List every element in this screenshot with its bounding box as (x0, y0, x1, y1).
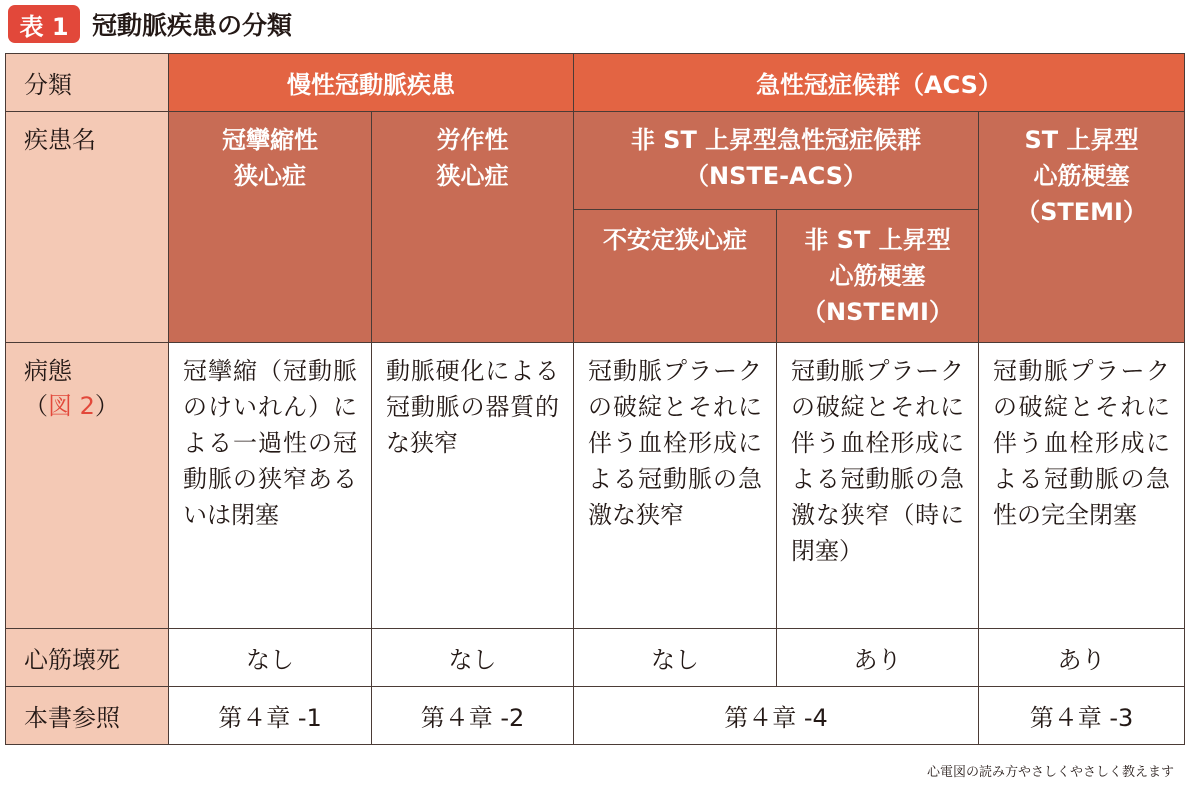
table-row (6, 687, 1185, 745)
disease-stemi: ST 上昇型 心筋梗塞 （STEMI） (979, 112, 1185, 343)
row-label-classification: 分類 (6, 54, 169, 112)
reference-vasospastic: 第４章 -1 (169, 687, 372, 745)
pathology-stemi: 冠動脈プラークの破綻とそれに伴う血栓形成による冠動脈の急性の完全閉塞 (979, 343, 1185, 629)
group-chronic: 慢性冠動脈疾患 (169, 54, 574, 112)
group-acs: 急性冠症候群（ACS） (574, 54, 1185, 112)
necrosis-nstemi: あり (777, 629, 979, 687)
row-label-disease: 疾患名 (6, 112, 169, 343)
disease-vasospastic: 冠攣縮性 狭心症 (169, 112, 372, 343)
source-credit: 心電図の読み方やさしくやさしく教えます (926, 765, 1174, 780)
reference-nste-acs: 第４章 -4 (574, 687, 979, 745)
table-row (6, 629, 1185, 687)
necrosis-vasospastic: なし (169, 629, 372, 687)
row-label-reference: 本書参照 (6, 687, 169, 745)
pathology-unstable: 冠動脈プラークの破綻とそれに伴う血栓形成による冠動脈の急激な狭窄 (574, 343, 777, 629)
pathology-nstemi: 冠動脈プラークの破綻とそれに伴う血栓形成による冠動脈の急激な狭窄（時に閉塞） (777, 343, 979, 629)
table-title (8, 4, 292, 44)
classification-table (5, 53, 1185, 745)
disease-unstable: 不安定狭心症 (574, 210, 777, 343)
necrosis-stemi: あり (979, 629, 1185, 687)
pathology-vasospastic: 冠攣縮（冠動脈のけいれん）による一過性の冠動脈の狭窄あるいは閉塞 (169, 343, 372, 629)
disease-nste-acs: 非 ST 上昇型急性冠症候群 （NSTE-ACS） (574, 112, 979, 210)
table-title-text: 冠動脈疾患の分類 (92, 11, 293, 40)
pathology-effort: 動脈硬化による冠動脈の器質的な狭窄 (372, 343, 574, 629)
row-label-pathology: 病態 （図 2） (6, 343, 169, 629)
figure-reference-link[interactable]: 図 2 (48, 392, 95, 420)
disease-nstemi: 非 ST 上昇型 心筋梗塞 （NSTEMI） (777, 210, 979, 343)
row-label-necrosis: 心筋壊死 (6, 629, 169, 687)
table-number-badge: 表 1 (8, 5, 80, 43)
necrosis-effort: なし (372, 629, 574, 687)
table-row (6, 54, 1185, 112)
table-row (6, 112, 1185, 210)
table-row (6, 343, 1185, 629)
reference-stemi: 第４章 -3 (979, 687, 1185, 745)
disease-effort: 労作性 狭心症 (372, 112, 574, 343)
reference-effort: 第４章 -2 (372, 687, 574, 745)
necrosis-unstable: なし (574, 629, 777, 687)
